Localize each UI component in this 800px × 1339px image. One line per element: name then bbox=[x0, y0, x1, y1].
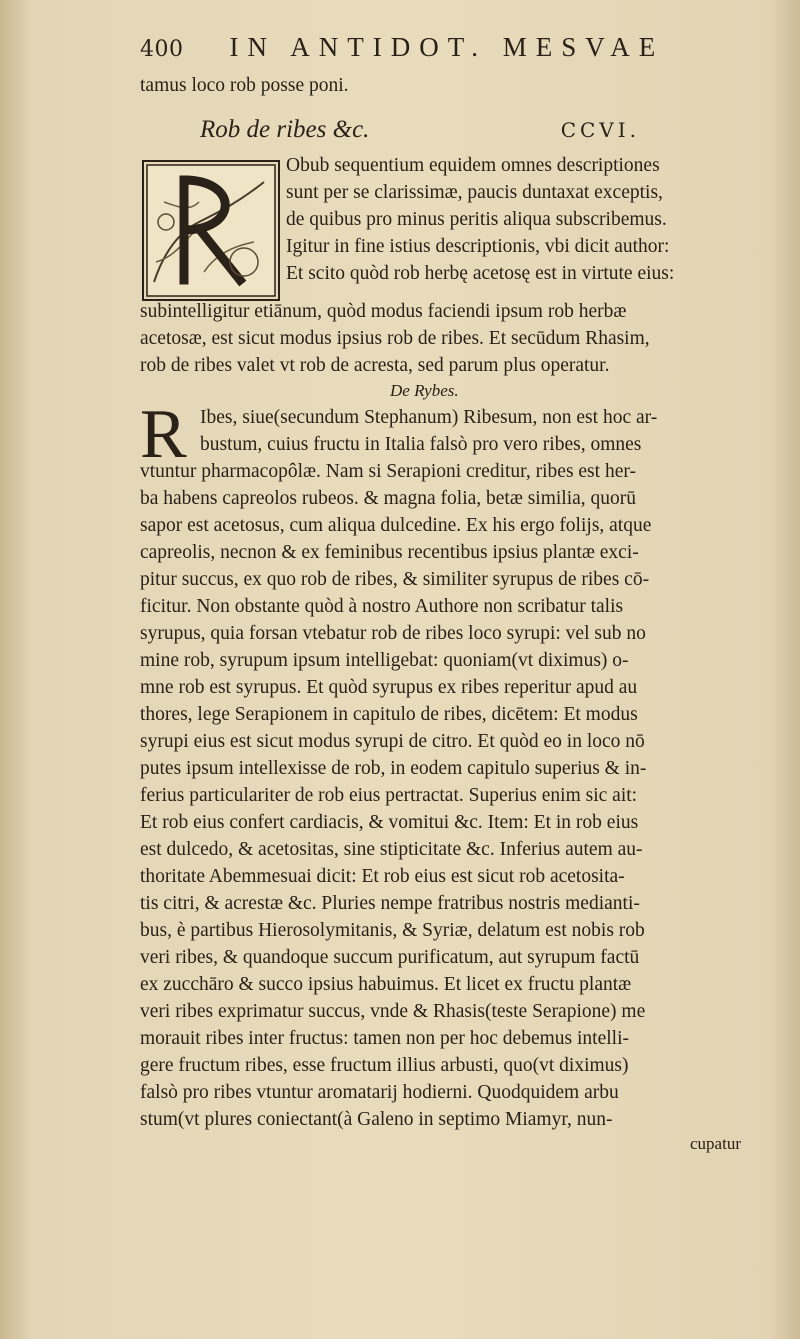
text-line: de quibus pro minus peritis aliqua subscribemus. bbox=[286, 209, 667, 230]
text-line: rob de ribes valet vt rob de acresta, sed parum plus operatur. bbox=[140, 355, 610, 376]
text-line: falsò pro ribes vtuntur aromatarij hodierni. Quodquidem arbu bbox=[140, 1082, 619, 1103]
decorated-initial-r-icon bbox=[142, 160, 280, 301]
text-line: sapor est acetosus, cum aliqua dulcedine. Ex his ergo folijs, atque bbox=[140, 515, 652, 536]
text-line: morauit ribes inter fructus: tamen non per hoc debemus intelli- bbox=[140, 1028, 629, 1049]
text-line: Et scito quòd rob herbę acetosę est in virtute eius: bbox=[286, 263, 675, 284]
text-line: putes ipsum intellexisse de rob, in eodem capitulo superius & in- bbox=[140, 758, 647, 779]
text-line: ferius particulariter de rob eius pertractat. Superius enim sic ait: bbox=[140, 785, 638, 806]
text-line: Obub sequentium equidem omnes descriptiones bbox=[286, 155, 660, 176]
drop-initial: R bbox=[140, 396, 187, 473]
running-title: IN ANTIDOT. MESVAE bbox=[229, 32, 665, 62]
text-line: Et rob eius confert cardiacis, & vomitui &c. Item: Et in rob eius bbox=[140, 812, 639, 833]
text-line: Igitur in fine istius descriptionis, vbi dicit author: bbox=[286, 236, 670, 257]
text-line: mne rob est syrupus. Et quòd syrupus ex ribes reperitur apud au bbox=[140, 677, 638, 698]
text-line: ficitur. Non obstante quòd à nostro Authore non scribatur talis bbox=[140, 596, 624, 617]
section-heading bbox=[200, 116, 640, 144]
text-line: vtuntur pharmacopôlæ. Nam si Serapioni creditur, ribes est her- bbox=[140, 461, 636, 482]
section-number: CCVI. bbox=[560, 118, 640, 142]
text-line: subintelligitur etiānum, quòd modus faciendi ipsum rob herbæ bbox=[140, 301, 627, 322]
text-line: Ibes, siue(secundum Stephanum) Ribesum, non est hoc ar- bbox=[200, 407, 658, 428]
text-line: pitur succus, ex quo rob de ribes, & similiter syrupus de ribes cō- bbox=[140, 569, 650, 590]
text-line: ex zucchāro & succo ipsius habuimus. Et licet ex fructu plantæ bbox=[140, 974, 632, 995]
text-line: syrupus, quia forsan vtebatur rob de ribes loco syrupi: vel sub no bbox=[140, 623, 646, 644]
text-line: est dulcedo, & acetositas, sine stipticitate &c. Inferius autem au- bbox=[140, 839, 643, 860]
catchword: cupatur bbox=[690, 1134, 741, 1153]
text-line: thores, lege Serapionem in capitulo de ribes, dicētem: Et modus bbox=[140, 704, 638, 725]
section-title: Rob de ribes &c. bbox=[200, 116, 370, 143]
text-line: thoritate Abemmesuai dicit: Et rob eius est sicut rob acetosita- bbox=[140, 866, 625, 887]
text-line: sunt per se clarissimæ, paucis duntaxat exceptis, bbox=[286, 182, 663, 203]
first-line: tamus loco rob posse poni. bbox=[140, 75, 349, 96]
text-line: bustum, cuius fructu in Italia falsò pro vero ribes, omnes bbox=[200, 434, 642, 455]
text-line: stum(vt plures coniectant(à Galeno in septimo Miamyr, nun- bbox=[140, 1109, 613, 1130]
text-line: bus, è partibus Hierosolymitanis, & Syriæ, delatum est nobis rob bbox=[140, 920, 645, 941]
text-line: veri ribes exprimatur succus, vnde & Rhasis(teste Serapione) me bbox=[140, 1001, 646, 1022]
page-number: 400 bbox=[140, 37, 184, 62]
sub-heading: De Rybes. bbox=[390, 381, 459, 400]
text-line: capreolis, necnon & ex feminibus recentibus ipsius plantæ exci- bbox=[140, 542, 639, 563]
text-line: syrupi eius est sicut modus syrupi de citro. Et quòd eo in loco nō bbox=[140, 731, 645, 752]
text-line: veri ribes, & quandoque succum purificatum, aut syrupum factū bbox=[140, 947, 640, 968]
text-line: tis citri, & acrestæ &c. Pluries nempe fratribus nostris medianti- bbox=[140, 893, 640, 914]
running-head bbox=[140, 32, 700, 63]
text-line: gere fructum ribes, esse fructum illius arbusti, quo(vt diximus) bbox=[140, 1055, 629, 1076]
text-line: mine rob, syrupum ipsum intelligebat: quoniam(vt diximus) o- bbox=[140, 650, 629, 671]
text-line: acetosæ, est sicut modus ipsius rob de ribes. Et secūdum Rhasim, bbox=[140, 328, 650, 349]
text-line: ba habens capreolos rubeos. & magna folia, betæ similia, quorū bbox=[140, 488, 637, 509]
